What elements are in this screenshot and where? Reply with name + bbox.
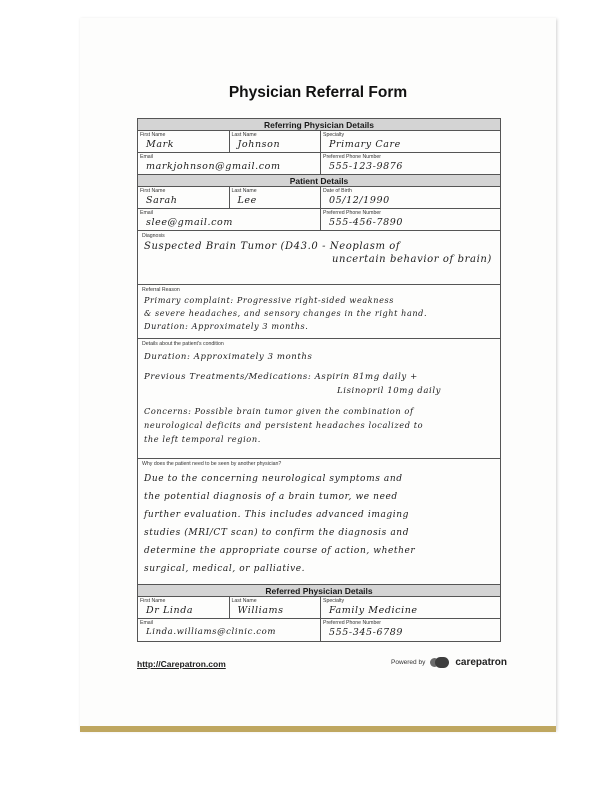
- powered-by-badge: [391, 657, 507, 668]
- referring-first-name-value: Mark: [146, 139, 175, 150]
- why-seen-line: Due to the concerning neurological symptoms and: [144, 474, 403, 484]
- patient-dob-field[interactable]: [321, 187, 500, 208]
- referral-form-table: [137, 118, 501, 642]
- referring-specialty-field[interactable]: [321, 131, 500, 152]
- last-name-label: Last Name: [231, 132, 257, 138]
- patient-first-name-value: Sarah: [146, 195, 178, 206]
- why-seen-row: [138, 459, 500, 585]
- page-edge-strip: [80, 726, 556, 732]
- phone-label: Preferred Phone Number: [322, 620, 381, 626]
- referred-name-row: [138, 597, 500, 619]
- first-name-label: First Name: [140, 132, 166, 138]
- email-label: Email: [140, 210, 153, 216]
- diagnosis-field[interactable]: [138, 231, 500, 284]
- referring-phone-value: 555-123-9876: [328, 161, 404, 172]
- first-name-label: First Name: [140, 188, 166, 194]
- referring-specialty-value: Primary Care: [329, 139, 401, 150]
- referred-specialty-value: Family Medicine: [329, 605, 418, 616]
- condition-field[interactable]: [138, 339, 500, 458]
- email-label: Email: [140, 620, 153, 626]
- referred-contact-row: [138, 619, 500, 641]
- why-seen-line: studies (MRI/CT scan) to confirm the diagnosis and: [144, 528, 410, 538]
- condition-line: Previous Treatments/Medications: Aspirin 81mg daily +: [144, 372, 418, 382]
- section-header-patient: Patient Details: [138, 175, 500, 187]
- carepatron-link[interactable]: http://Carepatron.com: [137, 659, 226, 669]
- diagnosis-line: uncertain behavior of brain): [332, 254, 492, 265]
- referring-phone-field[interactable]: [321, 153, 500, 174]
- why-seen-line: determine the appropriate course of action, whether: [144, 546, 416, 556]
- referring-name-row: [138, 131, 500, 153]
- condition-row: [138, 339, 500, 459]
- patient-contact-row: [138, 209, 500, 231]
- diagnosis-label: Diagnosis: [142, 233, 165, 239]
- specialty-label: Specialty: [323, 132, 345, 138]
- referral-reason-line: Duration: Approximately 3 months.: [144, 321, 309, 331]
- referring-last-name-field[interactable]: [230, 131, 322, 152]
- dob-label: Date of Birth: [323, 188, 352, 194]
- diagnosis-row: [138, 231, 500, 285]
- why-seen-field[interactable]: [138, 459, 500, 584]
- last-name-label: Last Name: [231, 598, 257, 604]
- patient-name-row: [138, 187, 500, 209]
- carepatron-brand: carepatron: [455, 657, 508, 668]
- condition-line: the left temporal region.: [144, 434, 261, 444]
- referred-last-name-value: Williams: [237, 605, 284, 616]
- referring-contact-row: [138, 153, 500, 175]
- referral-reason-line: & severe headaches, and sensory changes in the right hand.: [144, 308, 428, 318]
- referral-reason-row: [138, 285, 500, 339]
- phone-label: Preferred Phone Number: [322, 210, 381, 216]
- condition-label: Details about the patient's condition: [142, 341, 224, 347]
- patient-first-name-field[interactable]: [138, 187, 230, 208]
- why-seen-label: Why does the patient need to be seen by another physician?: [142, 461, 282, 467]
- referring-first-name-field[interactable]: [138, 131, 230, 152]
- referred-last-name-field[interactable]: [230, 597, 322, 618]
- referral-reason-line: Primary complaint: Progressive right-sided weakness: [144, 295, 394, 305]
- last-name-label: Last Name: [231, 188, 257, 194]
- referred-phone-value: 555-345-6789: [328, 627, 404, 638]
- condition-line: Duration: Approximately 3 months: [144, 352, 313, 362]
- referred-first-name-value: Dr Linda: [146, 605, 194, 616]
- specialty-label: Specialty: [323, 598, 345, 604]
- diagnosis-line: Suspected Brain Tumor (D43.0 - Neoplasm of: [144, 241, 401, 252]
- patient-last-name-value: Lee: [237, 195, 257, 206]
- condition-line: Lisinopril 10mg daily: [337, 386, 442, 396]
- carepatron-logo-icon: [430, 657, 450, 668]
- referring-email-field[interactable]: [138, 153, 321, 174]
- email-label: Email: [140, 154, 153, 160]
- why-seen-line: the potential diagnosis of a brain tumor, we need: [144, 492, 398, 502]
- form-title: Physician Referral Form: [228, 84, 408, 101]
- condition-line: Concerns: Possible brain tumor given the combination of: [144, 406, 414, 416]
- patient-last-name-field[interactable]: [230, 187, 322, 208]
- form-sheet: [80, 18, 556, 730]
- referred-phone-field[interactable]: [321, 619, 500, 641]
- referring-email-value: markjohnson@gmail.com: [146, 161, 281, 172]
- patient-email-value: slee@gmail.com: [146, 217, 233, 228]
- patient-dob-value: 05/12/1990: [329, 195, 390, 206]
- referral-reason-field[interactable]: [138, 285, 500, 338]
- why-seen-line: further evaluation. This includes advanced imaging: [144, 510, 410, 520]
- section-header-referred: Referred Physician Details: [138, 585, 500, 597]
- referred-first-name-field[interactable]: [138, 597, 230, 618]
- referral-reason-label: Referral Reason: [142, 287, 180, 293]
- first-name-label: First Name: [140, 598, 166, 604]
- referred-email-value: Linda.williams@clinic.com: [146, 627, 276, 637]
- referred-email-field[interactable]: [138, 619, 321, 641]
- powered-by-label: Powered by: [391, 659, 426, 666]
- phone-label: Preferred Phone Number: [322, 154, 381, 160]
- condition-line: neurological deficits and persistent headaches localized to: [144, 420, 424, 430]
- referring-last-name-value: Johnson: [237, 139, 281, 150]
- section-header-referring: Referring Physician Details: [138, 119, 500, 131]
- patient-phone-field[interactable]: [321, 209, 500, 230]
- why-seen-line: surgical, medical, or palliative.: [144, 564, 306, 574]
- referred-specialty-field[interactable]: [321, 597, 500, 618]
- patient-email-field[interactable]: [138, 209, 321, 230]
- patient-phone-value: 555-456-7890: [328, 217, 404, 228]
